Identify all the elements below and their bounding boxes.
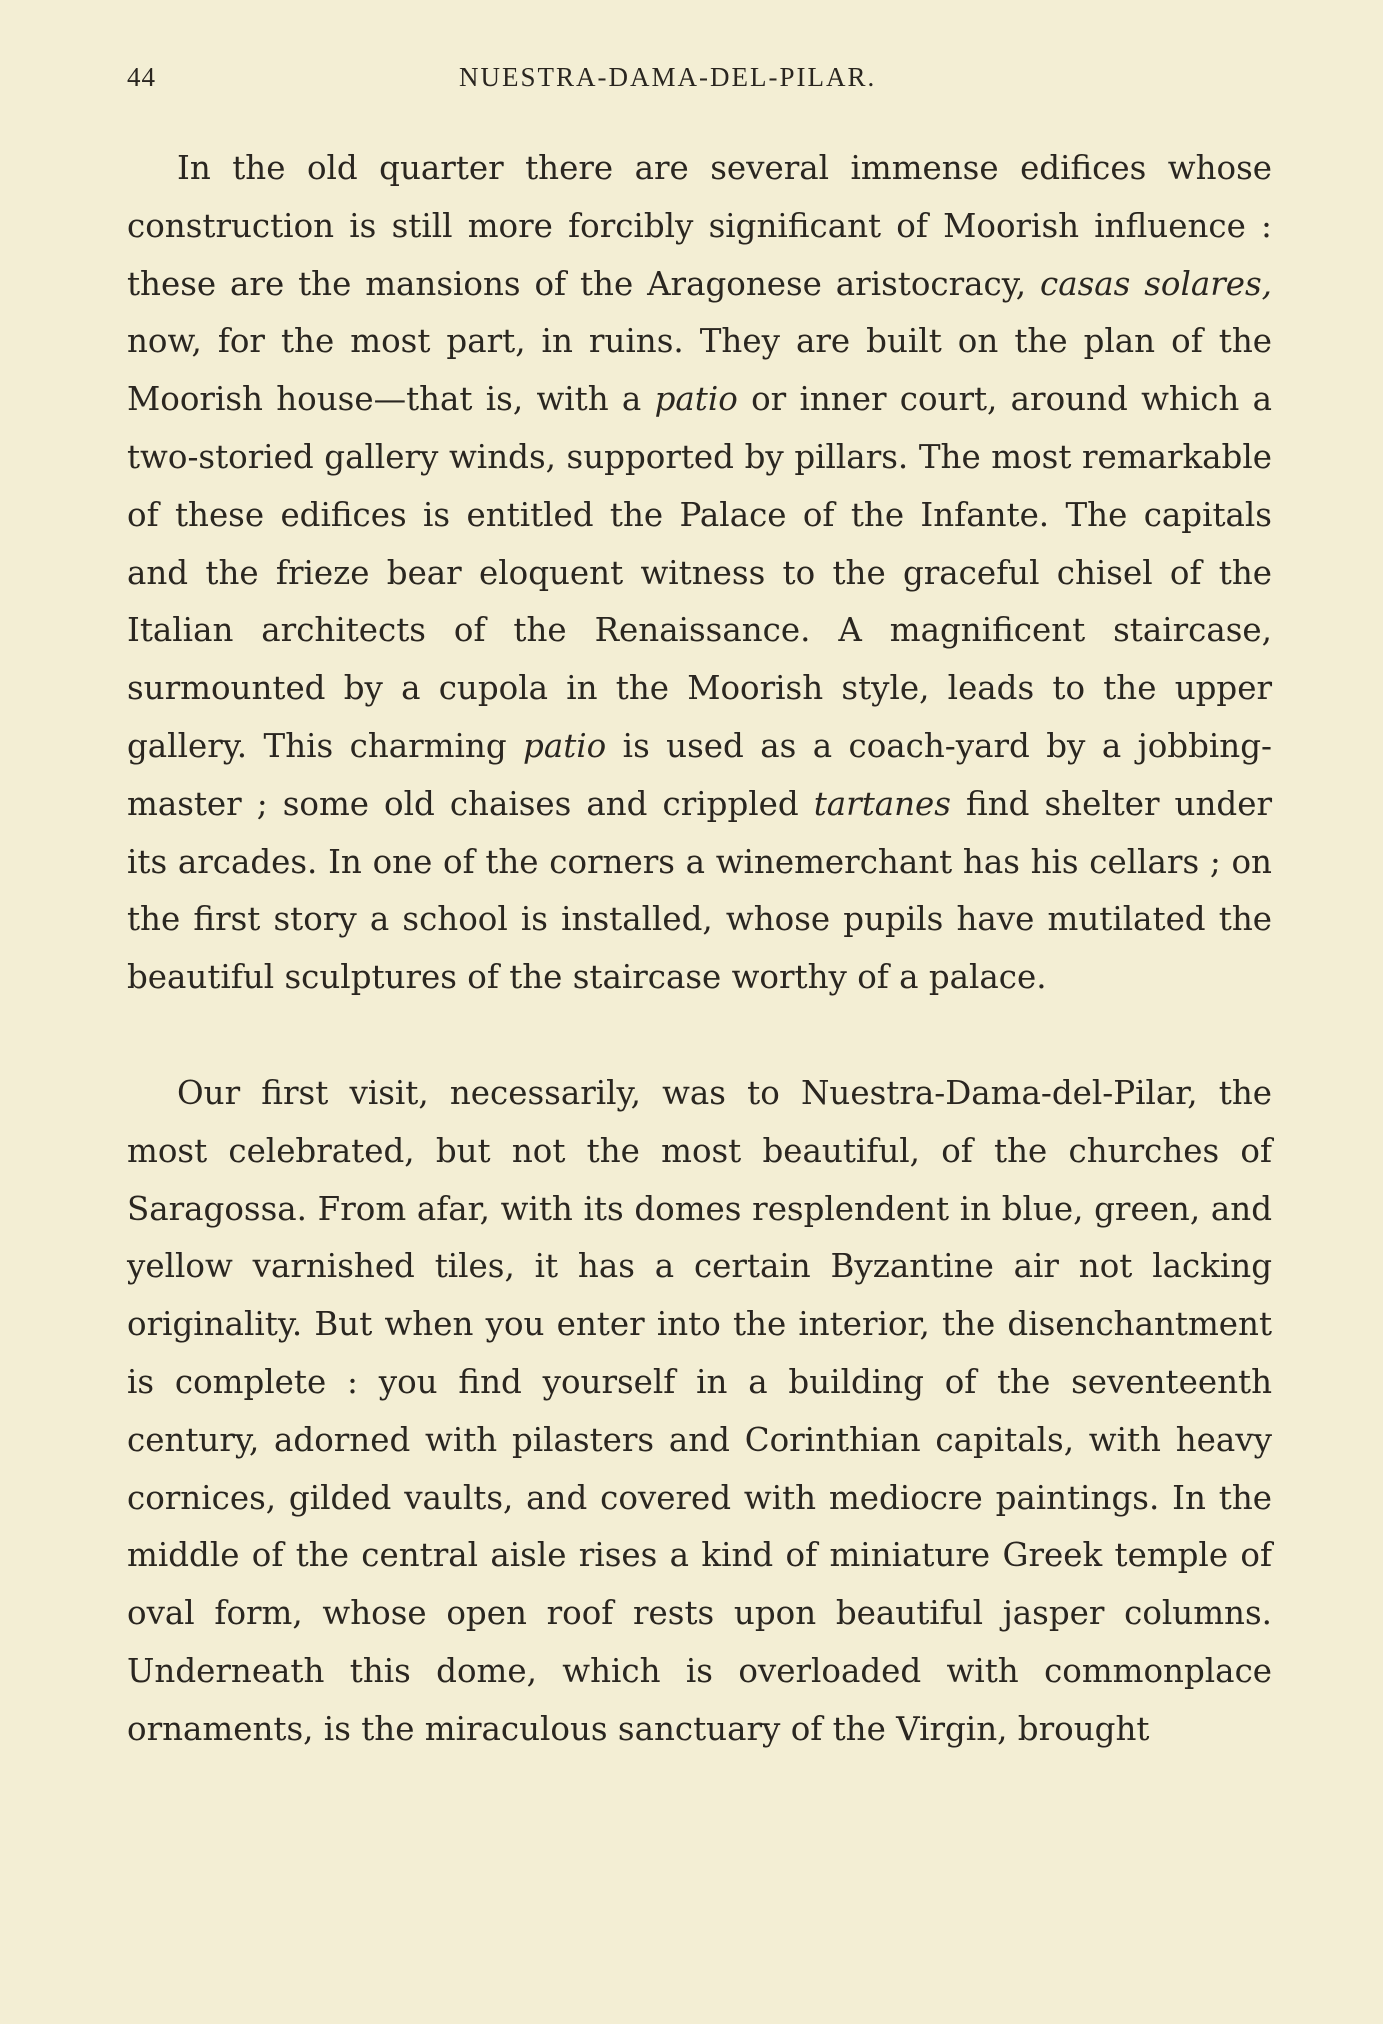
text-segment: In the old quarter there are several immense edifices whose construction is still more forcibly significant of Moorish influence : these are the mansions of the Aragonese aristocracy, bbox=[127, 149, 1272, 303]
italic-term-casas-solares: casas solares, bbox=[1040, 264, 1273, 303]
paragraph-palaces bbox=[127, 140, 1272, 1007]
page-number: 44 bbox=[127, 62, 156, 92]
body-text bbox=[127, 140, 1272, 1759]
paragraph-pilar bbox=[127, 1065, 1272, 1759]
text-segment: now, for the most part, in ruins. They are built on the plan of the Moorish house—that is, with a bbox=[127, 322, 1272, 419]
text-segment: Our first visit, necessarily, was to Nuestra-Dama-del-Pilar, the most celebrated, but not the most beautiful, of the churches of Saragossa. From afar, with its domes resplendent in blue, green, and yellow varnished tiles, it has a certain Byzantine air not lacking originality. But when you enter into the interior, the disenchantment is complete : you find yourself in a building of the seventeenth century, adorned with pilasters and Corinthian capitals, with heavy cornices, gilded vaults, and covered with mediocre paintings. In the middle of the central aisle rises a kind of miniature Greek temple of oval form, whose open roof rests upon beautiful jasper columns. Underneath this dome, which is overloaded with commonplace ornaments, is the miraculous sanctuary of the Virgin, brought bbox=[127, 1073, 1272, 1748]
italic-term-patio: patio bbox=[523, 726, 607, 765]
italic-term-tartanes: tartanes bbox=[813, 784, 951, 823]
text-segment: or inner court, around which a two-storied gallery winds, supported by pillars. The most remarkable of these edifices is entitled the Palace of the Infante. The capitals and the frieze bear eloquent witness to the graceful chisel of the Italian architects of the Renaissance. A magnificent staircase, surmounted by a cupola in the Moorish style, leads to the upper gallery. This charming bbox=[127, 380, 1273, 765]
running-title: NUESTRA-DAMA-DEL-PILAR. bbox=[459, 62, 877, 92]
italic-term-patio: patio bbox=[654, 380, 738, 419]
text-segment: find shelter under its arcades. In one of the corners a winemerchant has his cellars ; on the first story a school is installed, whose pupils have mutilated the beautiful sculptures of the staircase worthy of a palace. bbox=[127, 784, 1272, 997]
running-head bbox=[127, 62, 1272, 102]
text-segment: is used as a coach-yard by a jobbing-master ; some old chaises and crippled bbox=[127, 726, 1272, 823]
